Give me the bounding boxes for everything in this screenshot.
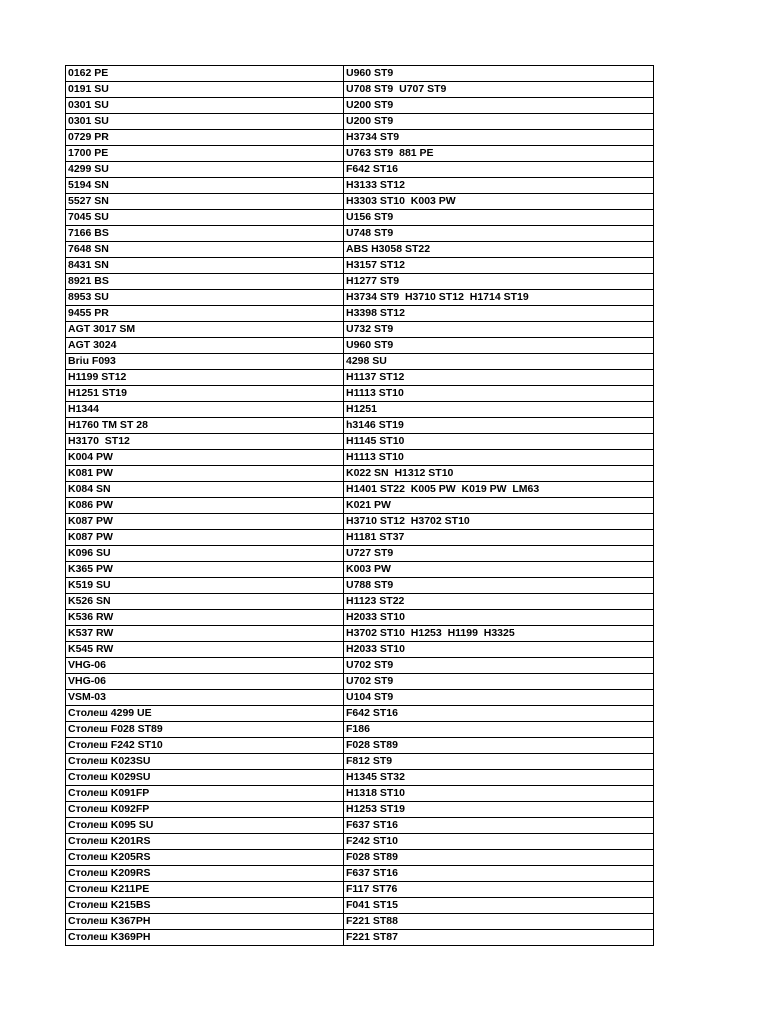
- table-row: [66, 642, 654, 658]
- table-row: [66, 674, 654, 690]
- cell-item-code[interactable]: VSM-03: [66, 690, 344, 706]
- cell-match-code[interactable]: U732 ST9: [344, 322, 654, 338]
- cell-item-code[interactable]: K087 PW: [66, 514, 344, 530]
- cell-match-code[interactable]: U702 ST9: [344, 674, 654, 690]
- cell-match-code[interactable]: U156 ST9: [344, 210, 654, 226]
- cell-item-code[interactable]: VHG-06: [66, 658, 344, 674]
- cell-match-code[interactable]: U702 ST9: [344, 658, 654, 674]
- table-row: [66, 418, 654, 434]
- cell-match-code[interactable]: U200 ST9: [344, 114, 654, 130]
- cell-match-code[interactable]: H3710 ST12 H3702 ST10: [344, 514, 654, 530]
- cell-item-code[interactable]: Briu F093: [66, 354, 344, 370]
- table-row: [66, 274, 654, 290]
- cell-item-code[interactable]: H1251 ST19: [66, 386, 344, 402]
- cell-match-code[interactable]: H1318 ST10: [344, 786, 654, 802]
- table-row: [66, 706, 654, 722]
- cell-item-code[interactable]: 0191 SU: [66, 82, 344, 98]
- cell-match-code[interactable]: 4298 SU: [344, 354, 654, 370]
- table-row: [66, 898, 654, 914]
- cell-item-code[interactable]: K365 PW: [66, 562, 344, 578]
- cell-item-code[interactable]: Столеш K092FP: [66, 802, 344, 818]
- table-row: [66, 530, 654, 546]
- cell-item-code[interactable]: H1344: [66, 402, 344, 418]
- cell-match-code[interactable]: U960 ST9: [344, 66, 654, 82]
- cell-match-code[interactable]: U727 ST9: [344, 546, 654, 562]
- cell-item-code[interactable]: 9455 PR: [66, 306, 344, 322]
- cell-item-code[interactable]: Столеш K215BS: [66, 898, 344, 914]
- table-row: [66, 242, 654, 258]
- cell-item-code[interactable]: AGT 3017 SM: [66, 322, 344, 338]
- table-row: [66, 146, 654, 162]
- cell-match-code[interactable]: H1345 ST32: [344, 770, 654, 786]
- table-row: [66, 626, 654, 642]
- cell-match-code[interactable]: F028 ST89: [344, 850, 654, 866]
- table-row: [66, 290, 654, 306]
- cell-item-code[interactable]: Столеш K029SU: [66, 770, 344, 786]
- table-row: [66, 562, 654, 578]
- table-row: [66, 354, 654, 370]
- cell-match-code[interactable]: F642 ST16: [344, 706, 654, 722]
- cell-match-code[interactable]: H1251: [344, 402, 654, 418]
- cell-match-code[interactable]: U748 ST9: [344, 226, 654, 242]
- cell-item-code[interactable]: Столеш K095 SU: [66, 818, 344, 834]
- table-row: [66, 226, 654, 242]
- cell-item-code[interactable]: Столеш K211PE: [66, 882, 344, 898]
- cell-match-code[interactable]: H3303 ST10 K003 PW: [344, 194, 654, 210]
- cell-item-code[interactable]: H1199 ST12: [66, 370, 344, 386]
- cell-item-code[interactable]: 4299 SU: [66, 162, 344, 178]
- cell-match-code[interactable]: F221 ST87: [344, 930, 654, 946]
- table-row: [66, 498, 654, 514]
- table-row: [66, 66, 654, 82]
- table-row: [66, 386, 654, 402]
- cell-item-code[interactable]: 5194 SN: [66, 178, 344, 194]
- table-row: [66, 786, 654, 802]
- table-row: [66, 210, 654, 226]
- table-row: [66, 98, 654, 114]
- cell-match-code[interactable]: H3157 ST12: [344, 258, 654, 274]
- table-row: [66, 610, 654, 626]
- cell-item-code[interactable]: 8431 SN: [66, 258, 344, 274]
- cell-match-code[interactable]: U708 ST9 U707 ST9: [344, 82, 654, 98]
- cell-match-code[interactable]: ABS H3058 ST22: [344, 242, 654, 258]
- cell-item-code[interactable]: K087 PW: [66, 530, 344, 546]
- cell-item-code[interactable]: 7648 SN: [66, 242, 344, 258]
- cell-item-code[interactable]: Столеш K205RS: [66, 850, 344, 866]
- cell-item-code[interactable]: H3170 ST12: [66, 434, 344, 450]
- cell-match-code[interactable]: U104 ST9: [344, 690, 654, 706]
- cell-item-code[interactable]: K084 SN: [66, 482, 344, 498]
- spreadsheet: [65, 65, 653, 946]
- cell-match-code[interactable]: K022 SN H1312 ST10: [344, 466, 654, 482]
- cell-match-code[interactable]: F041 ST15: [344, 898, 654, 914]
- cell-item-code[interactable]: Столеш K091FP: [66, 786, 344, 802]
- table-row: [66, 882, 654, 898]
- table-row: [66, 770, 654, 786]
- cell-item-code[interactable]: VHG-06: [66, 674, 344, 690]
- cell-item-code[interactable]: 8953 SU: [66, 290, 344, 306]
- cell-item-code[interactable]: 0301 SU: [66, 98, 344, 114]
- cell-item-code[interactable]: K545 RW: [66, 642, 344, 658]
- table-row: [66, 338, 654, 354]
- table-row: [66, 754, 654, 770]
- cell-match-code[interactable]: F637 ST16: [344, 866, 654, 882]
- cell-match-code[interactable]: U763 ST9 881 PE: [344, 146, 654, 162]
- cell-item-code[interactable]: K537 RW: [66, 626, 344, 642]
- table-row: [66, 82, 654, 98]
- table-row: [66, 514, 654, 530]
- cell-match-code[interactable]: H1277 ST9: [344, 274, 654, 290]
- cell-match-code[interactable]: H3133 ST12: [344, 178, 654, 194]
- table-row: [66, 450, 654, 466]
- cell-match-code[interactable]: U788 ST9: [344, 578, 654, 594]
- cell-item-code[interactable]: 7045 SU: [66, 210, 344, 226]
- cell-match-code[interactable]: U960 ST9: [344, 338, 654, 354]
- table-row: [66, 370, 654, 386]
- cell-item-code[interactable]: Столеш 4299 UE: [66, 706, 344, 722]
- cell-item-code[interactable]: K081 PW: [66, 466, 344, 482]
- cell-item-code[interactable]: Столеш F242 ST10: [66, 738, 344, 754]
- cell-match-code[interactable]: H3398 ST12: [344, 306, 654, 322]
- cell-item-code[interactable]: Столеш K201RS: [66, 834, 344, 850]
- table-row: [66, 818, 654, 834]
- table-row: [66, 130, 654, 146]
- cell-item-code[interactable]: 1700 PE: [66, 146, 344, 162]
- table-row: [66, 594, 654, 610]
- table-row: [66, 306, 654, 322]
- cell-match-code[interactable]: F028 ST89: [344, 738, 654, 754]
- table-row: [66, 834, 654, 850]
- table-row: [66, 258, 654, 274]
- table-row: [66, 930, 654, 946]
- cell-match-code[interactable]: H2033 ST10: [344, 610, 654, 626]
- cell-match-code[interactable]: H1137 ST12: [344, 370, 654, 386]
- cell-item-code[interactable]: Столеш K209RS: [66, 866, 344, 882]
- cell-match-code[interactable]: F186: [344, 722, 654, 738]
- cell-match-code[interactable]: H1401 ST22 K005 PW K019 PW LM63: [344, 482, 654, 498]
- cell-item-code[interactable]: K536 RW: [66, 610, 344, 626]
- cell-item-code[interactable]: Столеш K023SU: [66, 754, 344, 770]
- cell-match-code[interactable]: F637 ST16: [344, 818, 654, 834]
- table-row: [66, 578, 654, 594]
- table-row: [66, 690, 654, 706]
- table-body: [66, 66, 654, 946]
- cell-item-code[interactable]: 0301 SU: [66, 114, 344, 130]
- cell-item-code[interactable]: K096 SU: [66, 546, 344, 562]
- table-row: [66, 546, 654, 562]
- cell-match-code[interactable]: K021 PW: [344, 498, 654, 514]
- table-row: [66, 434, 654, 450]
- table-row: [66, 466, 654, 482]
- cell-item-code[interactable]: H1760 TM ST 28: [66, 418, 344, 434]
- cell-match-code[interactable]: F117 ST76: [344, 882, 654, 898]
- data-table: [65, 65, 654, 946]
- cell-match-code[interactable]: F242 ST10: [344, 834, 654, 850]
- cell-match-code[interactable]: H2033 ST10: [344, 642, 654, 658]
- cell-item-code[interactable]: Столеш K369PH: [66, 930, 344, 946]
- cell-match-code[interactable]: H3734 ST9: [344, 130, 654, 146]
- cell-match-code[interactable]: H1123 ST22: [344, 594, 654, 610]
- cell-item-code[interactable]: 7166 BS: [66, 226, 344, 242]
- cell-item-code[interactable]: 0162 PE: [66, 66, 344, 82]
- table-row: [66, 162, 654, 178]
- cell-item-code[interactable]: Столеш F028 ST89: [66, 722, 344, 738]
- cell-item-code[interactable]: K086 PW: [66, 498, 344, 514]
- cell-match-code[interactable]: H1253 ST19: [344, 802, 654, 818]
- cell-item-code[interactable]: K519 SU: [66, 578, 344, 594]
- cell-match-code[interactable]: H1113 ST10: [344, 386, 654, 402]
- table-row: [66, 722, 654, 738]
- cell-item-code[interactable]: K526 SN: [66, 594, 344, 610]
- cell-item-code[interactable]: 5527 SN: [66, 194, 344, 210]
- cell-item-code[interactable]: 8921 BS: [66, 274, 344, 290]
- table-row: [66, 850, 654, 866]
- table-row: [66, 114, 654, 130]
- table-row: [66, 802, 654, 818]
- table-row: [66, 322, 654, 338]
- cell-match-code[interactable]: H3734 ST9 H3710 ST12 H1714 ST19: [344, 290, 654, 306]
- cell-match-code[interactable]: H1181 ST37: [344, 530, 654, 546]
- cell-match-code[interactable]: H1113 ST10: [344, 450, 654, 466]
- cell-item-code[interactable]: Столеш K367PH: [66, 914, 344, 930]
- cell-match-code[interactable]: h3146 ST19: [344, 418, 654, 434]
- cell-match-code[interactable]: U200 ST9: [344, 98, 654, 114]
- table-row: [66, 738, 654, 754]
- table-row: [66, 194, 654, 210]
- table-row: [66, 482, 654, 498]
- table-row: [66, 658, 654, 674]
- cell-match-code[interactable]: F642 ST16: [344, 162, 654, 178]
- cell-item-code[interactable]: 0729 PR: [66, 130, 344, 146]
- cell-item-code[interactable]: AGT 3024: [66, 338, 344, 354]
- cell-match-code[interactable]: F812 ST9: [344, 754, 654, 770]
- cell-item-code[interactable]: K004 PW: [66, 450, 344, 466]
- table-row: [66, 914, 654, 930]
- cell-match-code[interactable]: K003 PW: [344, 562, 654, 578]
- cell-match-code[interactable]: H3702 ST10 H1253 H1199 H3325: [344, 626, 654, 642]
- table-row: [66, 866, 654, 882]
- table-row: [66, 178, 654, 194]
- table-row: [66, 402, 654, 418]
- cell-match-code[interactable]: F221 ST88: [344, 914, 654, 930]
- cell-match-code[interactable]: H1145 ST10: [344, 434, 654, 450]
